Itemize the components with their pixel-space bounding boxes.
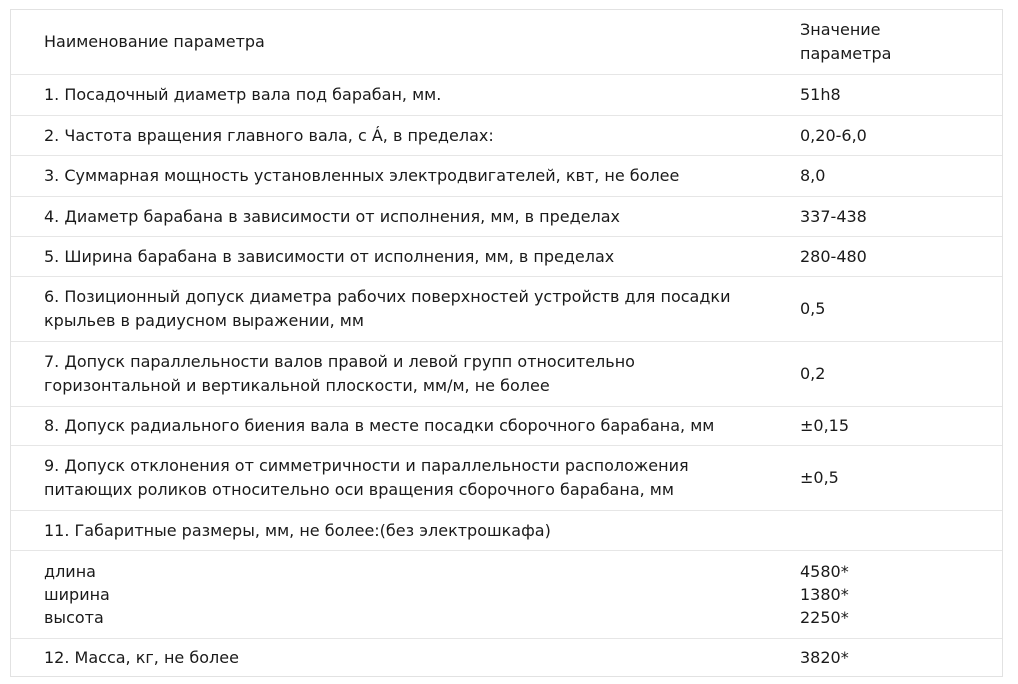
param-value: 51h8: [800, 85, 841, 104]
param-name: 12. Масса, кг, не более: [44, 647, 239, 667]
param-name-line2: горизонтальной и вертикальной плоскости, мм/м, не более: [44, 376, 550, 395]
param-name: [11, 350, 800, 398]
param-value: ±0,5: [800, 468, 839, 487]
param-name-line1: 9. Допуск отклонения от симметричности и параллельности расположения: [44, 456, 689, 475]
param-name: 5. Ширина барабана в зависимости от исполнения, мм, в пределах: [44, 246, 615, 266]
header-name: Наименование параметра: [44, 32, 265, 51]
header-value-line2: параметра: [800, 44, 892, 63]
param-value: 3820*: [800, 647, 849, 667]
dimension-length-value: 4580*: [800, 562, 849, 581]
table-header-row: [11, 10, 1002, 74]
param-name: [11, 560, 800, 629]
table-row: [11, 638, 1002, 676]
param-value: 0,5: [800, 299, 826, 318]
param-value: 0,20-6,0: [800, 125, 867, 145]
param-name-line2: питающих роликов относительно оси вращения сборочного барабана, мм: [44, 480, 674, 499]
param-name: [11, 454, 800, 502]
table-row: [11, 236, 1002, 276]
dimension-height-label: высота: [44, 608, 104, 627]
param-name: [11, 285, 800, 333]
table-row: [11, 406, 1002, 445]
dimension-width-value: 1380*: [800, 585, 849, 604]
param-name: 1. Посадочный диаметр вала под барабан, мм.: [44, 85, 442, 104]
table-row: [11, 155, 1002, 196]
table-row: [11, 341, 1002, 406]
dimension-length-label: длина: [44, 562, 96, 581]
param-name: 3. Суммарная мощность установленных электродвигателей, квт, не более: [44, 166, 680, 185]
header-value: [800, 18, 1002, 66]
parameters-table: [10, 9, 1003, 677]
dimension-width-label: ширина: [44, 585, 110, 604]
param-name: 4. Диаметр барабана в зависимости от исполнения, мм, в пределах: [44, 206, 621, 226]
table-row: [11, 510, 1002, 550]
param-name-line2: крыльев в радиусном выражении, мм: [44, 311, 364, 330]
param-value: 8,0: [800, 166, 826, 185]
table-row: [11, 445, 1002, 510]
table-row: [11, 276, 1002, 341]
param-value: ±0,15: [800, 416, 850, 435]
param-value: 0,2: [800, 364, 826, 383]
param-name-line1: 7. Допуск параллельности валов правой и левой групп относительно: [44, 352, 635, 371]
param-name: 2. Частота вращения главного вала, с Á, в пределах:: [44, 125, 494, 145]
param-name-line1: 6. Позиционный допуск диаметра рабочих поверхностей устройств для посадки: [44, 287, 731, 306]
header-value-line1: Значение: [800, 20, 881, 39]
param-value: 280-480: [800, 246, 867, 266]
table-row: [11, 196, 1002, 236]
dimension-height-value: 2250*: [800, 608, 849, 627]
param-name: 8. Допуск радиального биения вала в месте посадки сборочного барабана, мм: [44, 416, 715, 435]
table-row: [11, 550, 1002, 638]
table-row: [11, 74, 1002, 115]
param-value: [800, 560, 1002, 629]
param-value: 337-438: [800, 206, 867, 226]
param-name: 11. Габаритные размеры, мм, не более:(без электрошкафа): [44, 520, 551, 540]
table-row: [11, 115, 1002, 155]
